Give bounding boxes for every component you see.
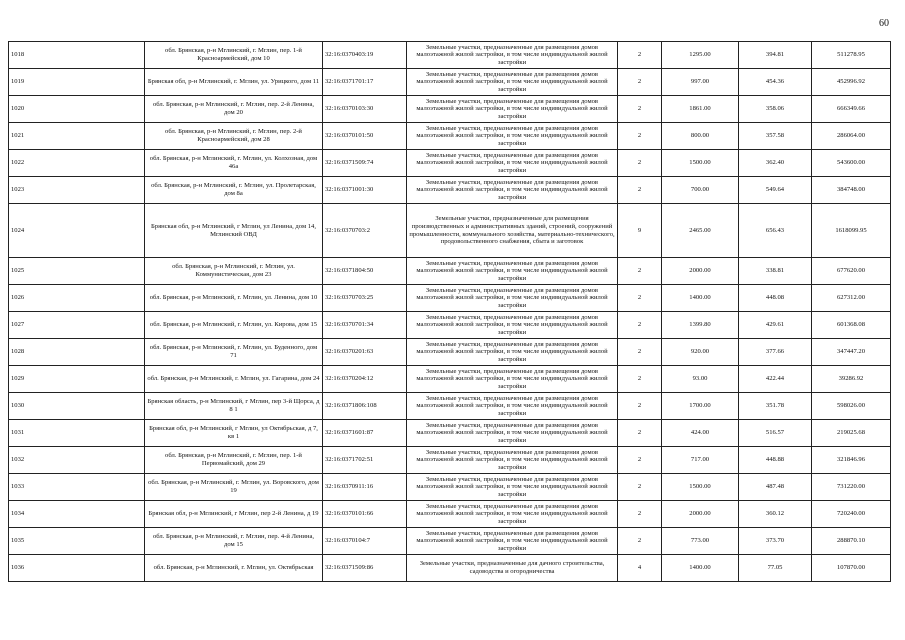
area-cell: 997.00 bbox=[662, 69, 739, 96]
address-cell: обл. Брянская, р-н Мглинский, г. Мглин, ул. Ленина, дом 10 bbox=[145, 285, 323, 312]
row-number: 1024 bbox=[9, 204, 145, 258]
cadastral-value-cell: 347447.20 bbox=[812, 339, 891, 366]
land-use-cell: Земельные участки, предназначенные для размещения домов малоэтажной жилой застройки, в том числе индивидуальной жилой застройки bbox=[407, 339, 618, 366]
use-code-cell: 4 bbox=[618, 555, 662, 582]
area-cell: 1500.00 bbox=[662, 150, 739, 177]
cadastral-value-cell: 286064.00 bbox=[812, 123, 891, 150]
row-number: 1020 bbox=[9, 96, 145, 123]
address-cell: Брянская обл, р-н Мглинский, г Мглин, пер 2-й Ленина, д 19 bbox=[145, 501, 323, 528]
row-number: 1036 bbox=[9, 555, 145, 582]
cadastral-number-cell: 32:16:0370703:2 bbox=[323, 204, 407, 258]
cadastral-value-cell: 666349.66 bbox=[812, 96, 891, 123]
area-cell: 1500.00 bbox=[662, 474, 739, 501]
unit-rate-cell: 357.58 bbox=[739, 123, 812, 150]
cadastral-value-cell: 219025.68 bbox=[812, 420, 891, 447]
row-number: 1034 bbox=[9, 501, 145, 528]
address-cell: обл. Брянская, р-н Мглинский, г. Мглин, ул. Коммунистическая, дом 23 bbox=[145, 258, 323, 285]
table-row bbox=[9, 528, 891, 555]
row-number: 1027 bbox=[9, 312, 145, 339]
row-number: 1026 bbox=[9, 285, 145, 312]
area-cell: 1861.00 bbox=[662, 96, 739, 123]
row-number: 1025 bbox=[9, 258, 145, 285]
table-row bbox=[9, 42, 891, 69]
land-registry-table bbox=[8, 41, 891, 582]
row-number: 1035 bbox=[9, 528, 145, 555]
use-code-cell: 2 bbox=[618, 96, 662, 123]
area-cell: 2000.00 bbox=[662, 501, 739, 528]
cadastral-number-cell: 32:16:0371806:108 bbox=[323, 393, 407, 420]
use-code-cell: 2 bbox=[618, 123, 662, 150]
area-cell: 717.00 bbox=[662, 447, 739, 474]
cadastral-number-cell: 32:16:0370911:16 bbox=[323, 474, 407, 501]
cadastral-number-cell: 32:16:0370101:66 bbox=[323, 501, 407, 528]
row-number: 1029 bbox=[9, 366, 145, 393]
area-cell: 800.00 bbox=[662, 123, 739, 150]
land-use-cell: Земельные участки, предназначенные для дачного строительства, садоводства и огородничества bbox=[407, 555, 618, 582]
address-cell: Брянская область, р-н Мглинский, г Мглин, пер 3-й Щорса, д 8 1 bbox=[145, 393, 323, 420]
cadastral-value-cell: 511278.95 bbox=[812, 42, 891, 69]
land-use-cell: Земельные участки, предназначенные для размещения домов малоэтажной жилой застройки, в том числе индивидуальной жилой застройки bbox=[407, 177, 618, 204]
table-row bbox=[9, 69, 891, 96]
cadastral-value-cell: 107870.00 bbox=[812, 555, 891, 582]
unit-rate-cell: 373.70 bbox=[739, 528, 812, 555]
address-cell: обл. Брянская, р-н Мглинский, г. Мглин, пер. 1-й Красноармейский, дом 10 bbox=[145, 42, 323, 69]
cadastral-value-cell: 731220.00 bbox=[812, 474, 891, 501]
area-cell: 773.00 bbox=[662, 528, 739, 555]
unit-rate-cell: 394.81 bbox=[739, 42, 812, 69]
unit-rate-cell: 351.78 bbox=[739, 393, 812, 420]
row-number: 1031 bbox=[9, 420, 145, 447]
use-code-cell: 2 bbox=[618, 69, 662, 96]
land-use-cell: Земельные участки, предназначенные для размещения домов малоэтажной жилой застройки, в том числе индивидуальной жилой застройки bbox=[407, 258, 618, 285]
area-cell: 700.00 bbox=[662, 177, 739, 204]
use-code-cell: 2 bbox=[618, 258, 662, 285]
cadastral-value-cell: 601368.08 bbox=[812, 312, 891, 339]
cadastral-value-cell: 543600.00 bbox=[812, 150, 891, 177]
unit-rate-cell: 338.81 bbox=[739, 258, 812, 285]
use-code-cell: 2 bbox=[618, 150, 662, 177]
cadastral-value-cell: 452996.92 bbox=[812, 69, 891, 96]
address-cell: обл. Брянская, р-н Мглинский, г. Мглин, пер. 4-й Ленина, дом 15 bbox=[145, 528, 323, 555]
unit-rate-cell: 516.57 bbox=[739, 420, 812, 447]
address-cell: обл. Брянская, р-н Мглинский, г. Мглин, ул. Колхозная, дом 46а bbox=[145, 150, 323, 177]
unit-rate-cell: 360.12 bbox=[739, 501, 812, 528]
use-code-cell: 2 bbox=[618, 366, 662, 393]
use-code-cell: 2 bbox=[618, 285, 662, 312]
address-cell: Брянская обл, р-н Мглинский, г Мглин, ул Октябрьская, д 7, кв 1 bbox=[145, 420, 323, 447]
unit-rate-cell: 377.66 bbox=[739, 339, 812, 366]
land-use-cell: Земельные участки, предназначенные для размещения домов малоэтажной жилой застройки, в том числе индивидуальной жилой застройки bbox=[407, 474, 618, 501]
land-use-cell: Земельные участки, предназначенные для размещения домов малоэтажной жилой застройки, в том числе индивидуальной жилой застройки bbox=[407, 447, 618, 474]
land-use-cell: Земельные участки, предназначенные для размещения домов малоэтажной жилой застройки, в том числе индивидуальной жилой застройки bbox=[407, 420, 618, 447]
table-row bbox=[9, 177, 891, 204]
land-use-cell: Земельные участки, предназначенные для размещения домов малоэтажной жилой застройки, в том числе индивидуальной жилой застройки bbox=[407, 366, 618, 393]
unit-rate-cell: 448.88 bbox=[739, 447, 812, 474]
row-number: 1022 bbox=[9, 150, 145, 177]
area-cell: 1700.00 bbox=[662, 393, 739, 420]
cadastral-number-cell: 32:16:0370103:30 bbox=[323, 96, 407, 123]
address-cell: обл. Брянская, р-н Мглинский, г. Мглин, ул. Воровского, дом 19 bbox=[145, 474, 323, 501]
unit-rate-cell: 487.48 bbox=[739, 474, 812, 501]
cadastral-value-cell: 627312.00 bbox=[812, 285, 891, 312]
table-row bbox=[9, 447, 891, 474]
use-code-cell: 2 bbox=[618, 501, 662, 528]
area-cell: 93.00 bbox=[662, 366, 739, 393]
table-row bbox=[9, 474, 891, 501]
use-code-cell: 2 bbox=[618, 474, 662, 501]
land-use-cell: Земельные участки, предназначенные для размещения домов малоэтажной жилой застройки, в том числе индивидуальной жилой застройки bbox=[407, 285, 618, 312]
land-use-cell: Земельные участки, предназначенные для размещения домов малоэтажной жилой застройки, в том числе индивидуальной жилой застройки bbox=[407, 42, 618, 69]
cadastral-value-cell: 1618099.95 bbox=[812, 204, 891, 258]
land-use-cell: Земельные участки, предназначенные для размещения домов малоэтажной жилой застройки, в том числе индивидуальной жилой застройки bbox=[407, 501, 618, 528]
unit-rate-cell: 362.40 bbox=[739, 150, 812, 177]
row-number: 1032 bbox=[9, 447, 145, 474]
table-row bbox=[9, 123, 891, 150]
use-code-cell: 2 bbox=[618, 420, 662, 447]
use-code-cell: 2 bbox=[618, 447, 662, 474]
cadastral-number-cell: 32:16:0370101:50 bbox=[323, 123, 407, 150]
use-code-cell: 2 bbox=[618, 528, 662, 555]
unit-rate-cell: 77.05 bbox=[739, 555, 812, 582]
cadastral-number-cell: 32:16:0370403:19 bbox=[323, 42, 407, 69]
cadastral-value-cell: 321846.96 bbox=[812, 447, 891, 474]
area-cell: 920.00 bbox=[662, 339, 739, 366]
address-cell: обл. Брянская, р-н Мглинский, г. Мглин, ул. Гагарина, дом 24 bbox=[145, 366, 323, 393]
row-number: 1023 bbox=[9, 177, 145, 204]
address-cell: обл. Брянская, р-н Мглинский, г. Мглин, ул. Октябрьская bbox=[145, 555, 323, 582]
use-code-cell: 9 bbox=[618, 204, 662, 258]
table-row bbox=[9, 555, 891, 582]
use-code-cell: 2 bbox=[618, 312, 662, 339]
area-cell: 1400.00 bbox=[662, 555, 739, 582]
cadastral-number-cell: 32:16:0371804:50 bbox=[323, 258, 407, 285]
cadastral-number-cell: 32:16:0371702:51 bbox=[323, 447, 407, 474]
use-code-cell: 2 bbox=[618, 42, 662, 69]
unit-rate-cell: 448.08 bbox=[739, 285, 812, 312]
land-use-cell: Земельные участки, предназначенные для размещения домов малоэтажной жилой застройки, в том числе индивидуальной жилой застройки bbox=[407, 393, 618, 420]
address-cell: Брянская обл, р-н Мглинский, г. Мглин, ул. Урицкого, дом 11 bbox=[145, 69, 323, 96]
unit-rate-cell: 656.43 bbox=[739, 204, 812, 258]
area-cell: 2465.00 bbox=[662, 204, 739, 258]
land-use-cell: Земельные участки, предназначенные для размещения домов малоэтажной жилой застройки, в том числе индивидуальной жилой застройки bbox=[407, 96, 618, 123]
area-cell: 1399.80 bbox=[662, 312, 739, 339]
page-number: 60 bbox=[879, 18, 889, 29]
cadastral-number-cell: 32:16:0370701:34 bbox=[323, 312, 407, 339]
cadastral-number-cell: 32:16:0370201:63 bbox=[323, 339, 407, 366]
row-number: 1033 bbox=[9, 474, 145, 501]
area-cell: 1400.00 bbox=[662, 285, 739, 312]
cadastral-number-cell: 32:16:0371001:30 bbox=[323, 177, 407, 204]
address-cell: обл. Брянская, р-н Мглинский, г. Мглин, пер. 2-й Красноармейский, дом 28 bbox=[145, 123, 323, 150]
address-cell: обл. Брянская, р-н Мглинский, г. Мглин, пер. 1-й Первомайский, дом 29 bbox=[145, 447, 323, 474]
cadastral-value-cell: 288870.10 bbox=[812, 528, 891, 555]
row-number: 1021 bbox=[9, 123, 145, 150]
land-use-cell: Земельные участки, предназначенные для размещения домов малоэтажной жилой застройки, в том числе индивидуальной жилой застройки bbox=[407, 150, 618, 177]
address-cell: обл. Брянская, р-н Мглинский, г. Мглин, ул. Кирова, дом 15 bbox=[145, 312, 323, 339]
cadastral-number-cell: 32:16:0370703:25 bbox=[323, 285, 407, 312]
cadastral-value-cell: 384748.00 bbox=[812, 177, 891, 204]
table-row bbox=[9, 150, 891, 177]
table-row bbox=[9, 339, 891, 366]
unit-rate-cell: 422.44 bbox=[739, 366, 812, 393]
address-cell: обл. Брянская, р-н Мглинский, г. Мглин, ул. Пролетарская, дом 8а bbox=[145, 177, 323, 204]
cadastral-value-cell: 39286.92 bbox=[812, 366, 891, 393]
row-number: 1019 bbox=[9, 69, 145, 96]
table-row bbox=[9, 204, 891, 258]
cadastral-number-cell: 32:16:0370204:12 bbox=[323, 366, 407, 393]
row-number: 1018 bbox=[9, 42, 145, 69]
table-row bbox=[9, 501, 891, 528]
land-use-cell: Земельные участки, предназначенные для размещения домов малоэтажной жилой застройки, в том числе индивидуальной жилой застройки bbox=[407, 123, 618, 150]
table-row bbox=[9, 96, 891, 123]
table-row bbox=[9, 312, 891, 339]
table-row bbox=[9, 285, 891, 312]
land-use-cell: Земельные участки, предназначенные для размещения домов малоэтажной жилой застройки, в том числе индивидуальной жилой застройки bbox=[407, 312, 618, 339]
address-cell: обл. Брянская, р-н Мглинский, г. Мглин, пер. 2-й Ленина, дом 20 bbox=[145, 96, 323, 123]
address-cell: Брянская обл, р-н Мглинский, г Мглин, ул Ленина, дом 14, Мглинский ОВД bbox=[145, 204, 323, 258]
address-cell: обл. Брянская, р-н Мглинский, г. Мглин, ул. Буденного, дом 71 bbox=[145, 339, 323, 366]
cadastral-number-cell: 32:16:0370104:7 bbox=[323, 528, 407, 555]
row-number: 1030 bbox=[9, 393, 145, 420]
cadastral-number-cell: 32:16:0371509:74 bbox=[323, 150, 407, 177]
cadastral-value-cell: 598026.00 bbox=[812, 393, 891, 420]
table-row bbox=[9, 366, 891, 393]
table-row bbox=[9, 420, 891, 447]
cadastral-number-cell: 32:16:0371509:86 bbox=[323, 555, 407, 582]
area-cell: 1295.00 bbox=[662, 42, 739, 69]
table-row bbox=[9, 393, 891, 420]
unit-rate-cell: 358.06 bbox=[739, 96, 812, 123]
table-row bbox=[9, 258, 891, 285]
cadastral-value-cell: 677620.00 bbox=[812, 258, 891, 285]
cadastral-number-cell: 32:16:0371601:87 bbox=[323, 420, 407, 447]
cadastral-number-cell: 32:16:0371701:17 bbox=[323, 69, 407, 96]
use-code-cell: 2 bbox=[618, 393, 662, 420]
land-use-cell: Земельные участки, предназначенные для размещения производственных и административных зданий, строений, сооружений промышленности, коммунального хозяйства, материально-технического, продовольственного снабжения, сбыта и заготовок bbox=[407, 204, 618, 258]
use-code-cell: 2 bbox=[618, 177, 662, 204]
cadastral-value-cell: 720240.00 bbox=[812, 501, 891, 528]
area-cell: 2000.00 bbox=[662, 258, 739, 285]
land-use-cell: Земельные участки, предназначенные для размещения домов малоэтажной жилой застройки, в том числе индивидуальной жилой застройки bbox=[407, 528, 618, 555]
land-use-cell: Земельные участки, предназначенные для размещения домов малоэтажной жилой застройки, в том числе индивидуальной жилой застройки bbox=[407, 69, 618, 96]
unit-rate-cell: 454.36 bbox=[739, 69, 812, 96]
row-number: 1028 bbox=[9, 339, 145, 366]
unit-rate-cell: 429.61 bbox=[739, 312, 812, 339]
use-code-cell: 2 bbox=[618, 339, 662, 366]
unit-rate-cell: 549.64 bbox=[739, 177, 812, 204]
area-cell: 424.00 bbox=[662, 420, 739, 447]
